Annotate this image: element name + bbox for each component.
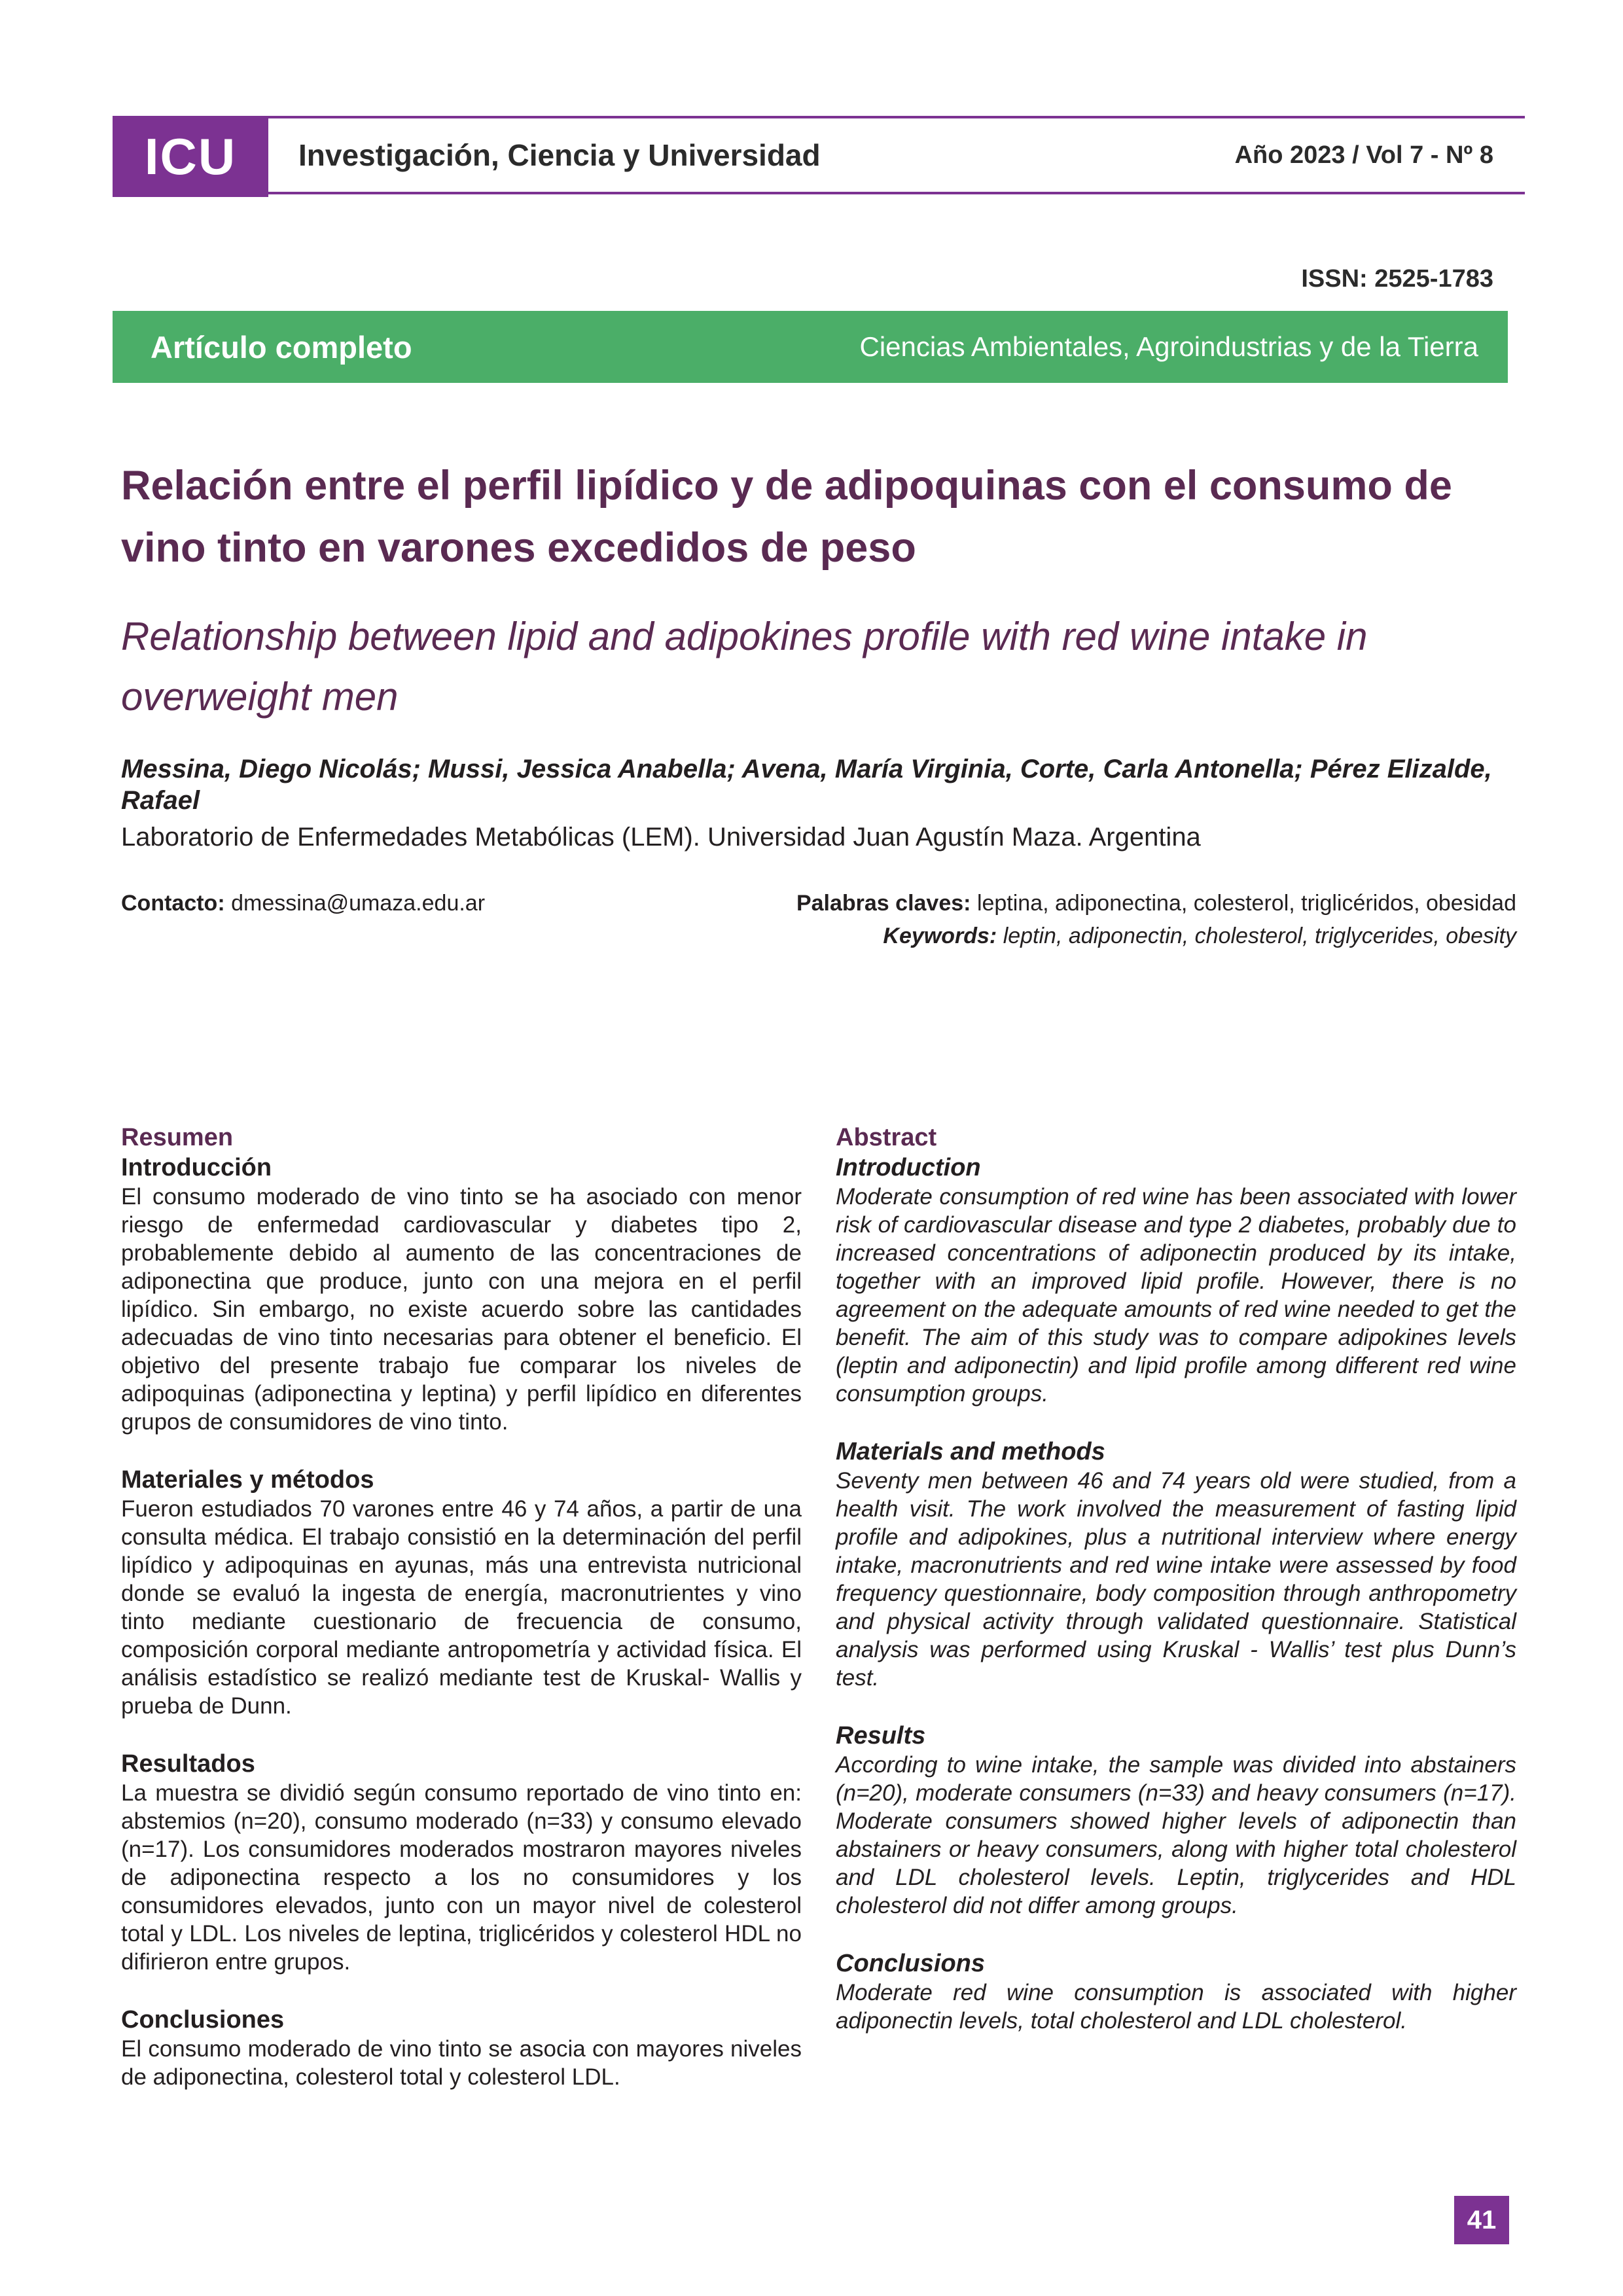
resumen-title: Resumen xyxy=(121,1124,234,1151)
abstract-materials-text: Seventy men between 46 and 74 years old were studied, from a health visit. The work involved the measurement of fasting lipid profile and adipokines, plus a nutritional interview where energy intake, macronutrients and red wine intake were assessed by food frequency questionnaire, body composition through anthropometry and physical activity through validated questionnaire. Statistical analysis was performed using Kruskal - Wallis’ test plus Dunn’s test. xyxy=(836,1468,1516,1691)
resumen-materiales-heading: Materiales y métodos xyxy=(121,1466,374,1494)
keywords-es-label: Palabras claves: xyxy=(796,891,971,916)
keywords-en-label: Keywords: xyxy=(883,924,997,948)
keywords-es-line xyxy=(764,887,1516,920)
contact-row xyxy=(121,887,1516,952)
contact-email: dmessina@umaza.edu.ar xyxy=(231,891,486,916)
article-title-en: Relationship between lipid and adipokines profile with red wine intake in overweight men xyxy=(121,615,1368,719)
keywords-es: leptina, adiponectina, colesterol, triglicéridos, obesidad xyxy=(976,891,1516,916)
abstract-title: Abstract xyxy=(836,1124,937,1151)
issn: ISSN: 2525-1783 xyxy=(1301,265,1493,293)
resumen-conclusiones-text: El consumo moderado de vino tinto se asocia con mayores niveles de adiponectina, colesterol total y colesterol LDL. xyxy=(121,2036,802,2090)
title-block xyxy=(121,455,1516,853)
affiliation: Laboratorio de Enfermedades Metabólicas (LEM). Universidad Juan Agustín Maza. Argentina xyxy=(121,823,1201,852)
abstract-results-heading: Results xyxy=(836,1722,926,1749)
article-type-label: Artículo completo xyxy=(151,329,412,365)
contact xyxy=(121,887,485,952)
authors: Messina, Diego Nicolás; Mussi, Jessica Anabella; Avena, María Virginia, Corte, Carla Antonella; Pérez Elizalde, Rafael xyxy=(121,755,1492,815)
resumen-conclusiones-heading: Conclusiones xyxy=(121,2006,285,2034)
issue-info: Año 2023 / Vol 7 - Nº 8 xyxy=(1234,141,1493,169)
abstract-results-text: According to wine intake, the sample was divided into abstainers (n=20), moderate consumers (n=33) and heavy consumers (n=17). Moderate consumers showed higher levels of adiponectin than abstainers or heavy consumers, along with higher total cholesterol and LDL cholesterol levels. Leptin, triglycerides and HDL cholesterol did not differ among groups. xyxy=(836,1752,1516,1918)
keywords-en-line xyxy=(764,920,1516,952)
article-title-es: Relación entre el perfil lipídico y de adipoquinas con el consumo de vino tinto en varones excedidos de peso xyxy=(121,463,1452,571)
abstract-introduction-heading: Introduction xyxy=(836,1154,981,1181)
icu-logo: ICU xyxy=(113,116,268,197)
abstract-materials-heading: Materials and methods xyxy=(836,1438,1105,1465)
keywords-en: leptin, adiponectin, cholesterol, triglycerides, obesity xyxy=(1003,924,1516,948)
resumen-resultados-text: La muestra se dividió según consumo reportado de vino tinto en: abstemios (n=20), consumo moderado (n=33) y consumo elevado (n=17). Los consumidores moderados mostraron mayores niveles de adiponectina respecto a los no consumidores y los consumidores elevados, junto con un mayor nivel de colesterol total y LDL. Los niveles de leptina, triglicéridos y colesterol HDL no difirieron entre grupos. xyxy=(121,1780,802,1975)
category-bar xyxy=(113,311,1508,383)
abstract-introduction-text: Moderate consumption of red wine has been associated with lower risk of cardiovascular disease and type 2 diabetes, probably due to increased concentrations of adiponectin produced by its intake, together with an improved lipid profile. However, there is no agreement on the adequate amounts of red wine needed to get the benefit. The aim of this study was to compare adipokines levels (leptin and adiponectin) and lipid profile among different red wine consumption groups. xyxy=(836,1184,1516,1407)
resumen-column xyxy=(121,1122,802,2091)
resumen-introduccion-heading: Introducción xyxy=(121,1154,272,1181)
resumen-introduccion-text: El consumo moderado de vino tinto se ha asociado con menor riesgo de enfermedad cardiovascular y diabetes tipo 2, probablemente debido al aumento de las concentraciones de adiponectina que produce, junto con una mejora en el perfil lipídico. Sin embargo, no existe acuerdo sobre las cantidades adecuadas de vino tinto necesarias para obtener el beneficio. El objetivo del presente trabajo fue comparar los niveles de adipoquinas (adiponectina y leptina) y perfil lipídico en diferentes grupos de consumidores de vino tinto. xyxy=(121,1184,802,1435)
abstract-column xyxy=(836,1122,1516,2091)
resumen-resultados-heading: Resultados xyxy=(121,1750,255,1778)
abstract-conclusions-text: Moderate red wine consumption is associated with higher adiponectin levels, total cholesterol and LDL cholesterol. xyxy=(836,1980,1516,2034)
header xyxy=(113,116,1525,194)
contact-label: Contacto: xyxy=(121,891,225,916)
page-number-badge: 41 xyxy=(1454,2196,1509,2244)
category-label: Ciencias Ambientales, Agroindustrias y de la Tierra xyxy=(859,331,1478,362)
journal-title: Investigación, Ciencia y Universidad xyxy=(298,138,821,172)
resumen-materiales-text: Fueron estudiados 70 varones entre 46 y 74 años, a partir de una consulta médica. El trabajo consistió en la determinación del perfil lipídico y adipoquinas en ayunas, más una entrevista nutricional donde se evaluó la ingesta de energía, macronutrientes y vino tinto mediante cuestionario de frecuencia de consumo, composición corporal mediante antropometría y actividad física. El análisis estadístico se realizó mediante test de Kruskal- Wallis y prueba de Dunn. xyxy=(121,1496,802,1719)
abstract-conclusions-heading: Conclusions xyxy=(836,1950,986,1977)
keywords-block xyxy=(764,887,1516,952)
abstract-columns xyxy=(121,1122,1516,2091)
